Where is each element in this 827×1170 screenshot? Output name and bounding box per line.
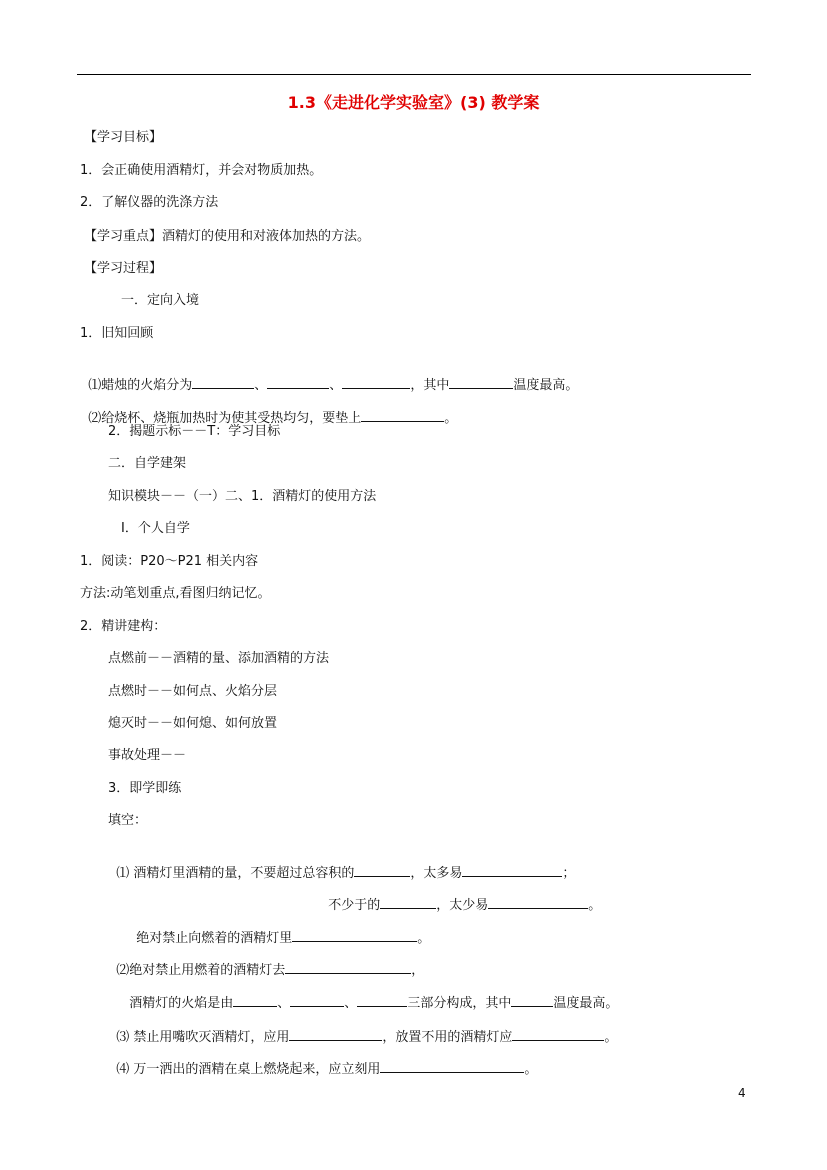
knowledge-module: 知识模块－－（一）二、1．酒精灯的使用方法 bbox=[108, 489, 377, 504]
step-orientation: 一．定向入境 bbox=[121, 293, 200, 308]
method-note: 方法:动笔划重点,看图归纳记忆。 bbox=[80, 586, 271, 601]
blank[interactable] bbox=[449, 374, 513, 389]
blank[interactable] bbox=[354, 862, 410, 877]
step-objectives: 2．揭题示标－－T：学习目标 bbox=[108, 424, 281, 439]
exercise-1: ⑴ 酒精灯里酒精的量，不要超过总容积的 ，太多易 ； bbox=[108, 846, 575, 882]
review-heading: 1．旧知回顾 bbox=[80, 326, 154, 341]
exercise-2-flame: 酒精灯的火焰是由 、 、 三部分构成，其中 温度最高。 bbox=[121, 976, 618, 1012]
blank[interactable] bbox=[512, 1026, 604, 1041]
blank[interactable] bbox=[380, 1058, 524, 1073]
blank[interactable] bbox=[233, 992, 277, 1007]
blank[interactable] bbox=[289, 1026, 382, 1041]
exercise-4: ⑷ 万一洒出的酒精在桌上燃烧起来，应立刻用 。 bbox=[108, 1042, 537, 1078]
section-heading-process: 【学习过程】 bbox=[84, 261, 163, 276]
blank[interactable] bbox=[290, 992, 344, 1007]
blank[interactable] bbox=[285, 959, 411, 974]
header-rule bbox=[77, 74, 751, 75]
lecture-accidents: 事故处理－－ bbox=[108, 748, 187, 763]
reading-task: 1．阅读：P20～P21 相关内容 bbox=[80, 554, 259, 569]
exercise-2: ⑵绝对禁止用燃着的酒精灯去 ， bbox=[108, 943, 424, 979]
individual-study: Ⅰ．个人自学 bbox=[121, 521, 190, 536]
question-heating-glassware: ⑵给烧杯、烧瓶加热时为使其受热均匀，要垫上 。 bbox=[80, 391, 457, 427]
objective-1: 1．会正确使用酒精灯，并会对物质加热。 bbox=[80, 163, 323, 178]
exercise-1-cont: 不少于的 ，太少易 。 bbox=[320, 878, 601, 914]
blank[interactable] bbox=[267, 374, 329, 389]
page-number: 4 bbox=[738, 1086, 746, 1100]
objective-2: 2．了解仪器的洗涤方法 bbox=[80, 195, 219, 210]
step-self-study: 二．自学建架 bbox=[108, 456, 187, 471]
blank[interactable] bbox=[342, 374, 410, 389]
exercise-3: ⑶ 禁止用嘴吹灭酒精灯，应用 ，放置不用的酒精灯应 。 bbox=[108, 1010, 617, 1046]
page-title: 1.3《走进化学实验室》(3) 教学案 bbox=[287, 93, 540, 112]
practice-heading: 3．即学即练 bbox=[108, 781, 182, 796]
blank[interactable] bbox=[292, 927, 417, 942]
lecture-heading: 2．精讲建构： bbox=[80, 619, 167, 634]
exercise-1-prohibition: 绝对禁止向燃着的酒精灯里 。 bbox=[128, 911, 430, 947]
question-candle-flame: ⑴蜡烛的火焰分为 、 、 ，其中 温度最高。 bbox=[80, 358, 578, 394]
key-points: 【学习重点】酒精灯的使用和对液体加热的方法。 bbox=[84, 229, 371, 244]
blank[interactable] bbox=[380, 894, 436, 909]
fill-in-label: 填空： bbox=[108, 813, 148, 828]
blank[interactable] bbox=[488, 894, 588, 909]
blank[interactable] bbox=[511, 992, 553, 1007]
section-heading-objectives: 【学习目标】 bbox=[84, 130, 163, 145]
blank[interactable] bbox=[357, 992, 407, 1007]
lecture-before-lighting: 点燃前－－酒精的量、添加酒精的方法 bbox=[108, 651, 330, 666]
lecture-when-lighting: 点燃时－－如何点、火焰分层 bbox=[108, 684, 278, 699]
blank[interactable] bbox=[462, 862, 562, 877]
blank[interactable] bbox=[192, 374, 254, 389]
blank[interactable] bbox=[361, 407, 444, 422]
lecture-extinguishing: 熄灭时－－如何熄、如何放置 bbox=[108, 716, 278, 731]
